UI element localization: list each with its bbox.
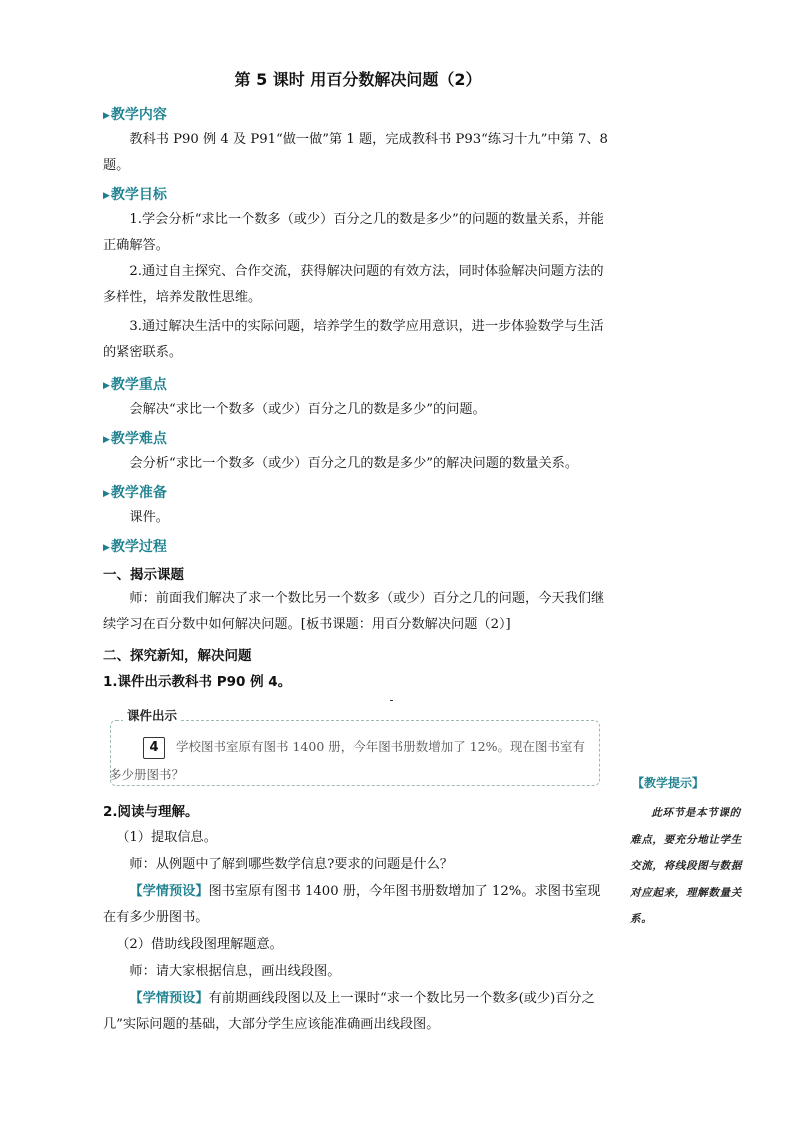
courseware-problem-text: 学校图书室原有图书 1400 册，今年图书册数增加了 12%。现在图书室有多少册图书？ — [109, 739, 586, 782]
heading-difficulty — [103, 428, 167, 448]
step2-text: 2.阅读与理解。 — [103, 804, 199, 820]
heading-content — [103, 104, 167, 124]
part2-title: 二、探究新知，解决问题 — [103, 648, 252, 664]
preset-2-text: 有前期画线段图以及上一课时“求一个数比另一个数多(或少)百分之几”实际问题的基础，大部分学生应该能准确画出线段图。 — [103, 991, 595, 1032]
heading-content-label: 教学内容 — [110, 107, 167, 123]
goal-item-2: 2.通过自主探究、合作交流，获得解决问题的有效方法，同时体验解决问题方法的多样性，培养发散性思维。 — [103, 264, 604, 305]
stray-mark — [390, 700, 393, 701]
triangle-bullet-icon: ▶ — [103, 543, 110, 553]
content-text: 教科书 P90 例 4 及 P91“做一做”第 1 题，完成教科书 P93“练习十九”中第 7、8 题。 — [103, 132, 608, 173]
triangle-bullet-icon: ▶ — [103, 435, 110, 445]
part1-title: 一、揭示课题 — [103, 567, 184, 583]
heading-difficulty-label: 教学难点 — [110, 431, 167, 447]
heading-prep-label: 教学准备 — [110, 485, 167, 501]
part1-text: 师：前面我们解决了求一个数比另一个数多（或少）百分之几的问题，今天我们继续学习在百分数中如何解决问题。[板书课题：用百分数解决问题（2）] — [103, 591, 605, 632]
preset-tag-2: 【学情预设】 — [129, 991, 209, 1006]
triangle-bullet-icon: ▶ — [103, 111, 110, 121]
example-number-badge: 4 — [143, 737, 165, 759]
difficulty-text: 会分析“求比一个数多（或少）百分之几的数是多少”的解决问题的数量关系。 — [129, 456, 579, 471]
courseware-label: 课件出示 — [123, 706, 181, 724]
sidebar-tip-text: 此环节是本节课的难点，要充分地让学生交流，将线段图与数据对应起来，理解数量关系。 — [630, 807, 742, 925]
heading-goals — [103, 184, 167, 204]
sidebar-tip-heading: 【教学提示】 — [632, 776, 705, 790]
page-title: 第 5 课时 用百分数解决问题（2） — [234, 70, 482, 89]
preset-1 — [103, 879, 608, 931]
sub1-text: （1）提取信息。 — [116, 830, 217, 845]
triangle-bullet-icon: ▶ — [103, 191, 110, 201]
teacher-question-2: 师：请大家根据信息，画出线段图。 — [129, 964, 341, 979]
goal-item-3: 3.通过解决生活中的实际问题，培养学生的数学应用意识，进一步体验数学与生活的紧密联系。 — [103, 319, 604, 360]
heading-key-label: 教学重点 — [110, 377, 167, 393]
preset-1-text: 图书室原有图书 1400 册，今年图书册数增加了 12%。求图书室现在有多少册图书。 — [103, 884, 601, 925]
triangle-bullet-icon: ▶ — [103, 381, 110, 391]
heading-prep — [103, 482, 167, 502]
step1-text: 1.课件出示教科书 P90 例 4。 — [103, 674, 292, 690]
preset-2 — [103, 986, 608, 1038]
prep-text: 课件。 — [129, 510, 169, 525]
heading-key — [103, 374, 167, 394]
sub2-text: （2）借助线段图理解题意。 — [116, 937, 283, 952]
key-text: 会解决“求比一个数多（或少）百分之几的数是多少”的问题。 — [129, 402, 486, 417]
goal-item-1: 1.学会分析“求比一个数多（或少）百分之几的数是多少”的问题的数量关系，并能正确解答。 — [103, 212, 604, 253]
preset-tag-1: 【学情预设】 — [129, 884, 209, 899]
triangle-bullet-icon: ▶ — [103, 489, 110, 499]
heading-process-label: 教学过程 — [110, 539, 167, 555]
heading-goals-label: 教学目标 — [110, 187, 167, 203]
teacher-question-1: 师：从例题中了解到哪些数学信息?要求的问题是什么？ — [129, 857, 453, 872]
heading-process — [103, 536, 167, 556]
